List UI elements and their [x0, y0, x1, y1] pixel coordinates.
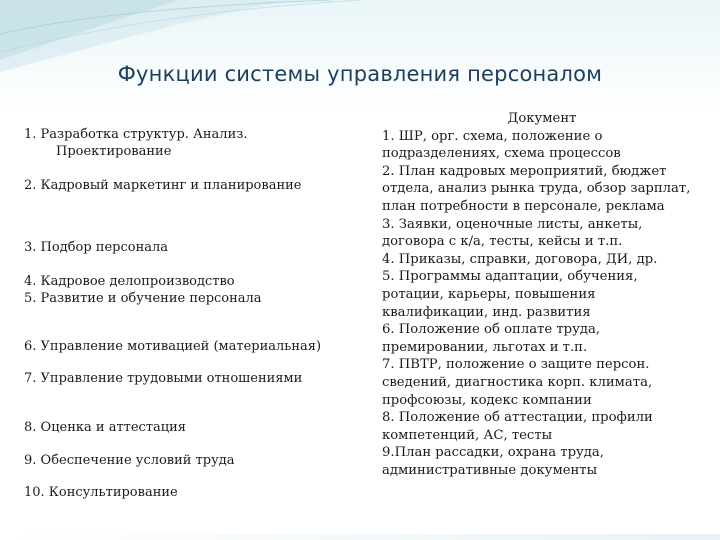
document-line: 3. Заявки, оценочные листы, анкеты,: [382, 216, 643, 232]
document-line: 9.План рассадки, охрана труда,: [382, 445, 604, 461]
left-item-text: 2. Кадровый маркетинг и планирование: [24, 178, 302, 193]
document-column: [382, 110, 702, 479]
footer-strip: [0, 534, 720, 540]
document-line: 4. Приказы, справки, договора, ДИ, др.: [382, 251, 658, 267]
document-line: план потребности в персонале, реклама: [382, 198, 665, 214]
left-item-text: 1. Разработка структур. Анализ.: [24, 127, 248, 142]
document-line: 8. Положение об аттестации, профили: [382, 410, 653, 426]
document-line: подразделениях, схема процессов: [382, 146, 621, 162]
document-line: отдела, анализ рынка труда, обзор зарплат,: [382, 181, 691, 197]
document-line: договора с к/а, тесты, кейсы и т.п.: [382, 234, 623, 250]
document-line: сведений, диагностика корп. климата,: [382, 374, 653, 390]
left-item-4: [24, 273, 235, 290]
document-heading: Документ: [507, 111, 577, 126]
document-line: квалификации, инд. развития: [382, 304, 591, 320]
left-item-text: 8. Оценка и аттестация: [24, 420, 186, 435]
document-line: 2. План кадровых мероприятий, бюджет: [382, 163, 667, 179]
left-item-6: [24, 338, 321, 355]
wave-decoration: [0, 0, 720, 110]
left-item-text: 5. Развитие и обучение персонала: [24, 291, 262, 306]
document-line: 5. Программы адаптации, обучения,: [382, 269, 638, 285]
left-item-text: 6. Управление мотивацией (материальная): [24, 339, 322, 354]
document-line: административные документы: [382, 462, 598, 478]
document-line: 1. ШР, орг. схема, положение о: [382, 128, 603, 144]
document-line: 7. ПВТР, положение о защите персон.: [382, 357, 650, 373]
left-item-5: [24, 290, 262, 307]
document-line: 6. Положение об оплате труда,: [382, 322, 601, 338]
left-item-3: [24, 239, 168, 256]
left-item-text: 7. Управление трудовыми отношениями: [24, 371, 303, 386]
left-item-8: [24, 419, 186, 436]
left-item-10: [24, 484, 178, 501]
left-item-text: 9. Обеспечение условий труда: [24, 453, 235, 468]
left-item-text: 10. Консультирование: [24, 485, 178, 500]
document-line: ротации, карьеры, повышения: [382, 286, 596, 302]
document-line: премировании, льготах и т.п.: [382, 339, 588, 355]
document-line: профсоюзы, кодекс компании: [382, 392, 592, 408]
slide-title: Функции системы управления персоналом: [117, 62, 603, 86]
decorative-header-background: [0, 0, 720, 110]
left-item-9: [24, 452, 235, 469]
left-item-7: [24, 370, 302, 387]
left-item-2: [24, 177, 301, 194]
left-item-text: 4. Кадровое делопроизводство: [24, 274, 235, 289]
left-item-text: 3. Подбор персонала: [24, 240, 169, 255]
left-item-1: [24, 126, 247, 160]
left-item-text-cont: Проектирование: [56, 144, 172, 159]
document-line: компетенций, АС, тесты: [382, 427, 553, 443]
